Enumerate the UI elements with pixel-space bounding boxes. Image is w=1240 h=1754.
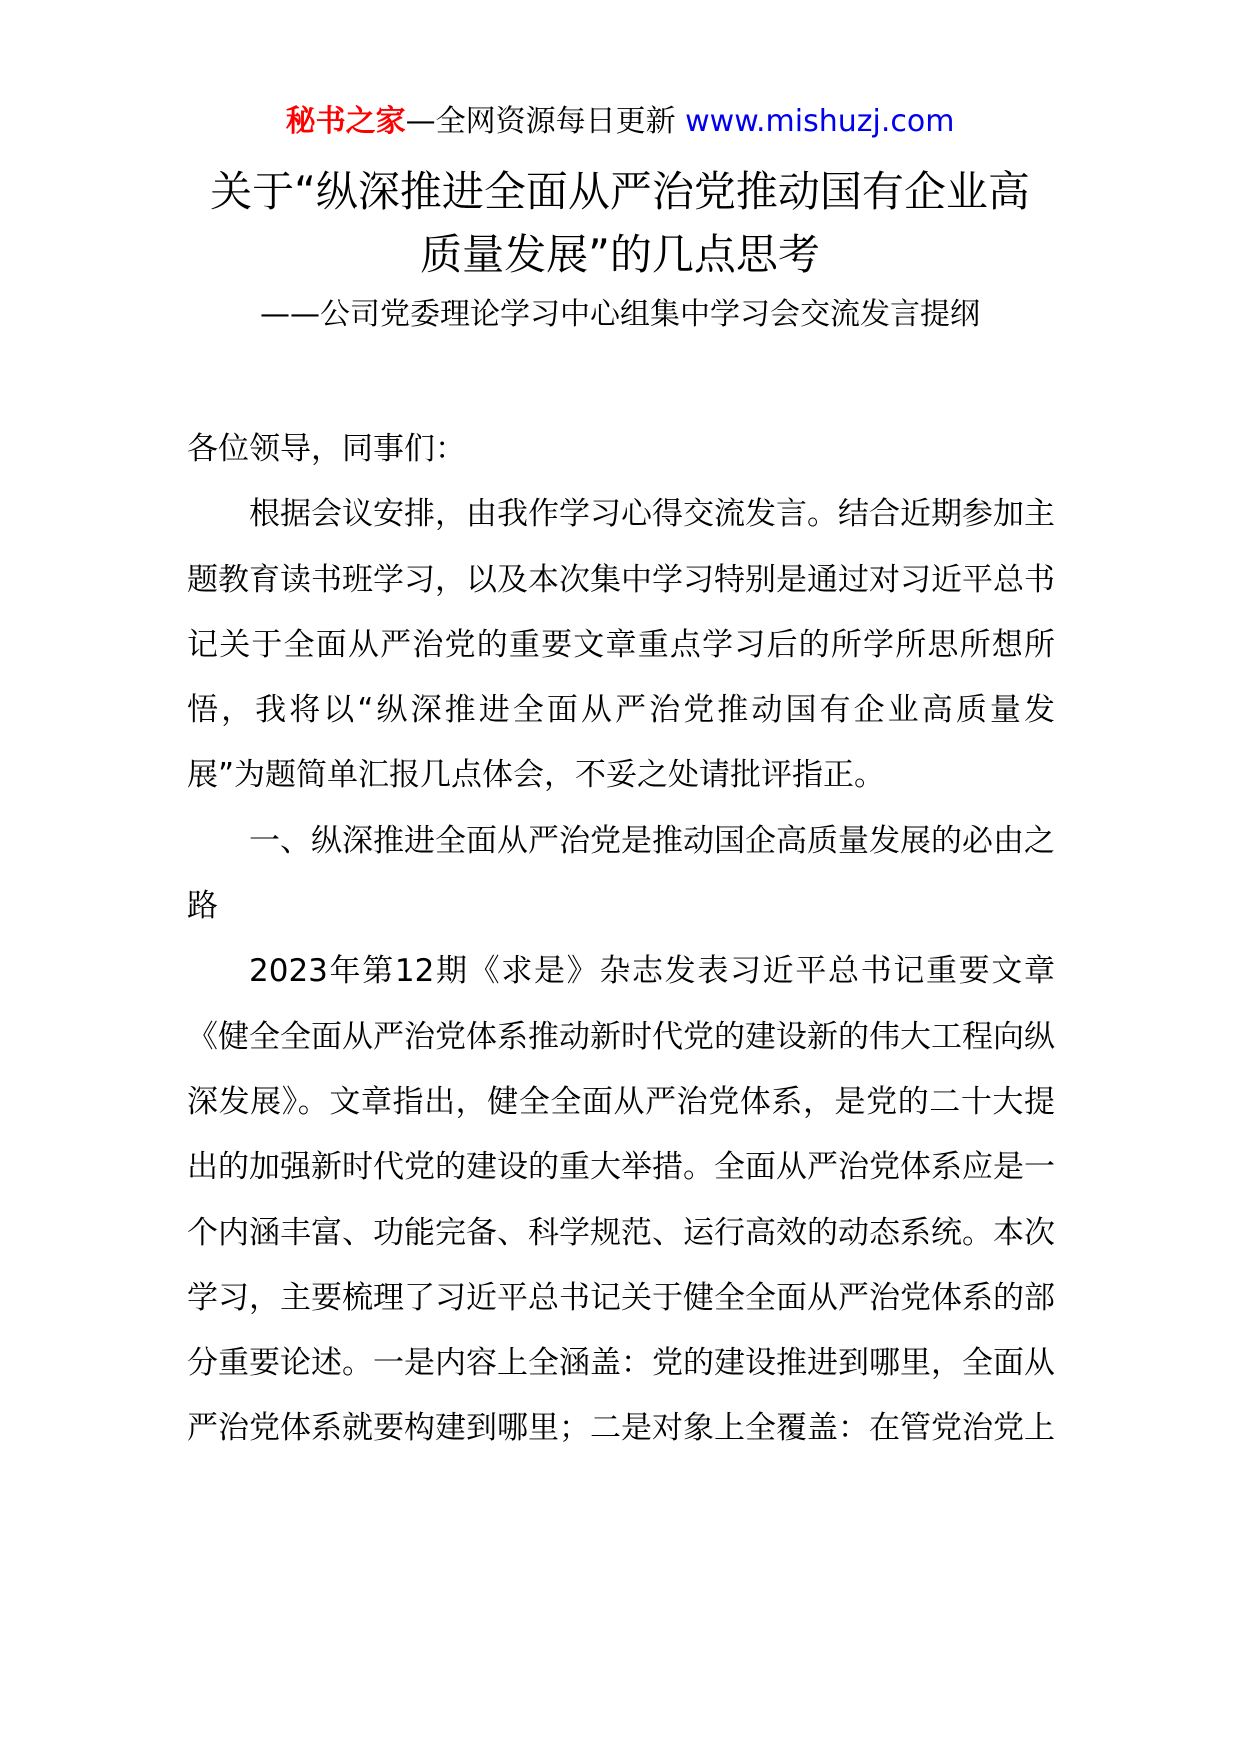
site-url-link[interactable]: www.mishuzj.com: [685, 104, 955, 139]
brand-name: 秘书之家: [285, 104, 406, 139]
document-subtitle: ——公司党委理论学习中心组集中学习会交流发言提纲: [260, 297, 980, 332]
document-body: [187, 417, 1055, 1462]
salutation: 各位领导，同事们：: [187, 431, 466, 467]
site-header: [0, 100, 1240, 144]
paragraph-intro: 根据会议安排，由我作学习心得交流发言。结合近期参加主题教育读书班学习，以及本次集中学习特别是通过对习近平总书记关于全面从严治党的重要文章重点学习后的所学所思所想所悟，我将以“纵深推进全面从严治党推动国有企业高质量发展”为题简单汇报几点体会，不妥之处请批评指正。: [187, 496, 1055, 794]
site-tagline: —全网资源每日更新: [405, 104, 676, 139]
document-title: 关于“纵深推进全面从严治党推动国有企业高质量发展”的几点思考: [210, 167, 1030, 279]
paragraph-section-1: 2023年第12期《求是》杂志发表习近平总书记重要文章《健全全面从严治党体系推动新时代党的建设新的伟大工程向纵深发展》。文章指出，健全全面从严治党体系，是党的二十大提出的加强新时代党的建设的重大举措。全面从严治党体系应是一个内涵丰富、功能完备、科学规范、运行高效的动态系统。本次学习，主要梳理了习近平总书记关于健全全面从严治党体系的部分重要论述。一是内容上全涵盖：党的建设推进到哪里，全面从严治党体系就要构建到哪里；二是对象上全覆盖：在管党治党上: [187, 953, 1055, 1447]
section-heading-1: 一、纵深推进全面从严治党是推动国企高质量发展的必由之路: [187, 822, 1055, 925]
